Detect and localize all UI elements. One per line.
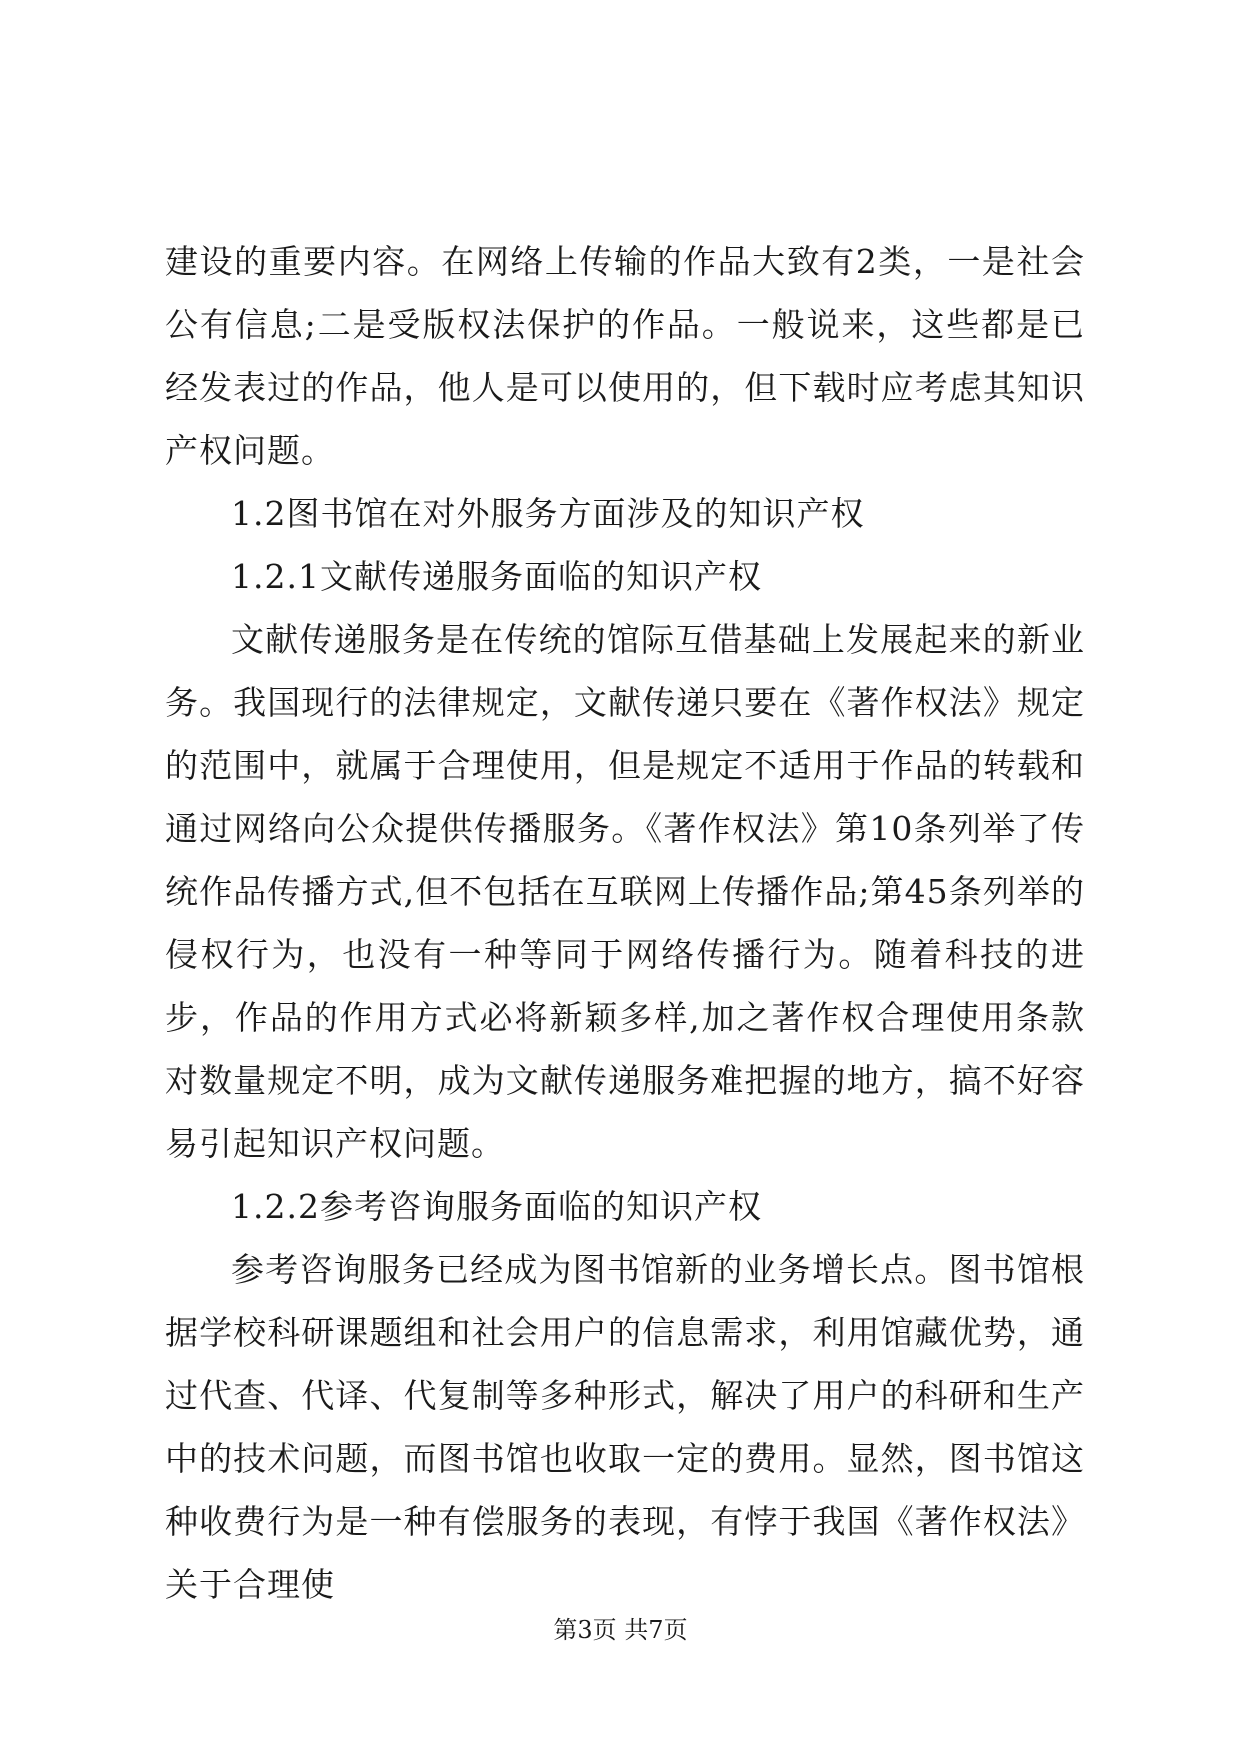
- section-heading-1-2-2: 1.2.2参考咨询服务面临的知识产权: [231, 1187, 762, 1226]
- paragraph-2: 文献传递服务是在传统的馆际互借基础上发展起来的新业务。我国现行的法律规定，文献传递只要在《著作权法》规定的范围中，就属于合理使用，但是规定不适用于作品的转载和通过网络向公众提供传播服务。《著作权法》第10条列举了传统作品传播方式,但不包括在互联网上传播作品;第45条列举的侵权行为，也没有一种等同于网络传播行为。随着科技的进步，作品的作用方式必将新颖多样,加之著作权合理使用条款对数量规定不明，成为文献传递服务难把握的地方，搞不好容易引起知识产权问题。: [165, 620, 1085, 1163]
- section-heading-1-2: 1.2图书馆在对外服务方面涉及的知识产权: [231, 494, 865, 533]
- paragraph-3: 参考咨询服务已经成为图书馆新的业务增长点。图书馆根据学校科研课题组和社会用户的信息需求，利用馆藏优势，通过代查、代译、代复制等多种形式，解决了用户的科研和生产中的技术问题，而图书馆也收取一定的费用。显然，图书馆这种收费行为是一种有偿服务的表现，有悖于我国《著作权法》关于合理使: [165, 1250, 1085, 1604]
- page-number-footer: 第3页 共7页: [553, 1616, 688, 1644]
- section-heading-1-2-1: 1.2.1文献传递服务面临的知识产权: [231, 557, 762, 596]
- paragraph-1: 建设的重要内容。在网络上传输的作品大致有2类，一是社会公有信息;二是受版权法保护的作品。一般说来，这些都是已经发表过的作品，他人是可以使用的，但下载时应考虑其知识产权问题。: [165, 242, 1085, 470]
- document-body: [165, 230, 1085, 1616]
